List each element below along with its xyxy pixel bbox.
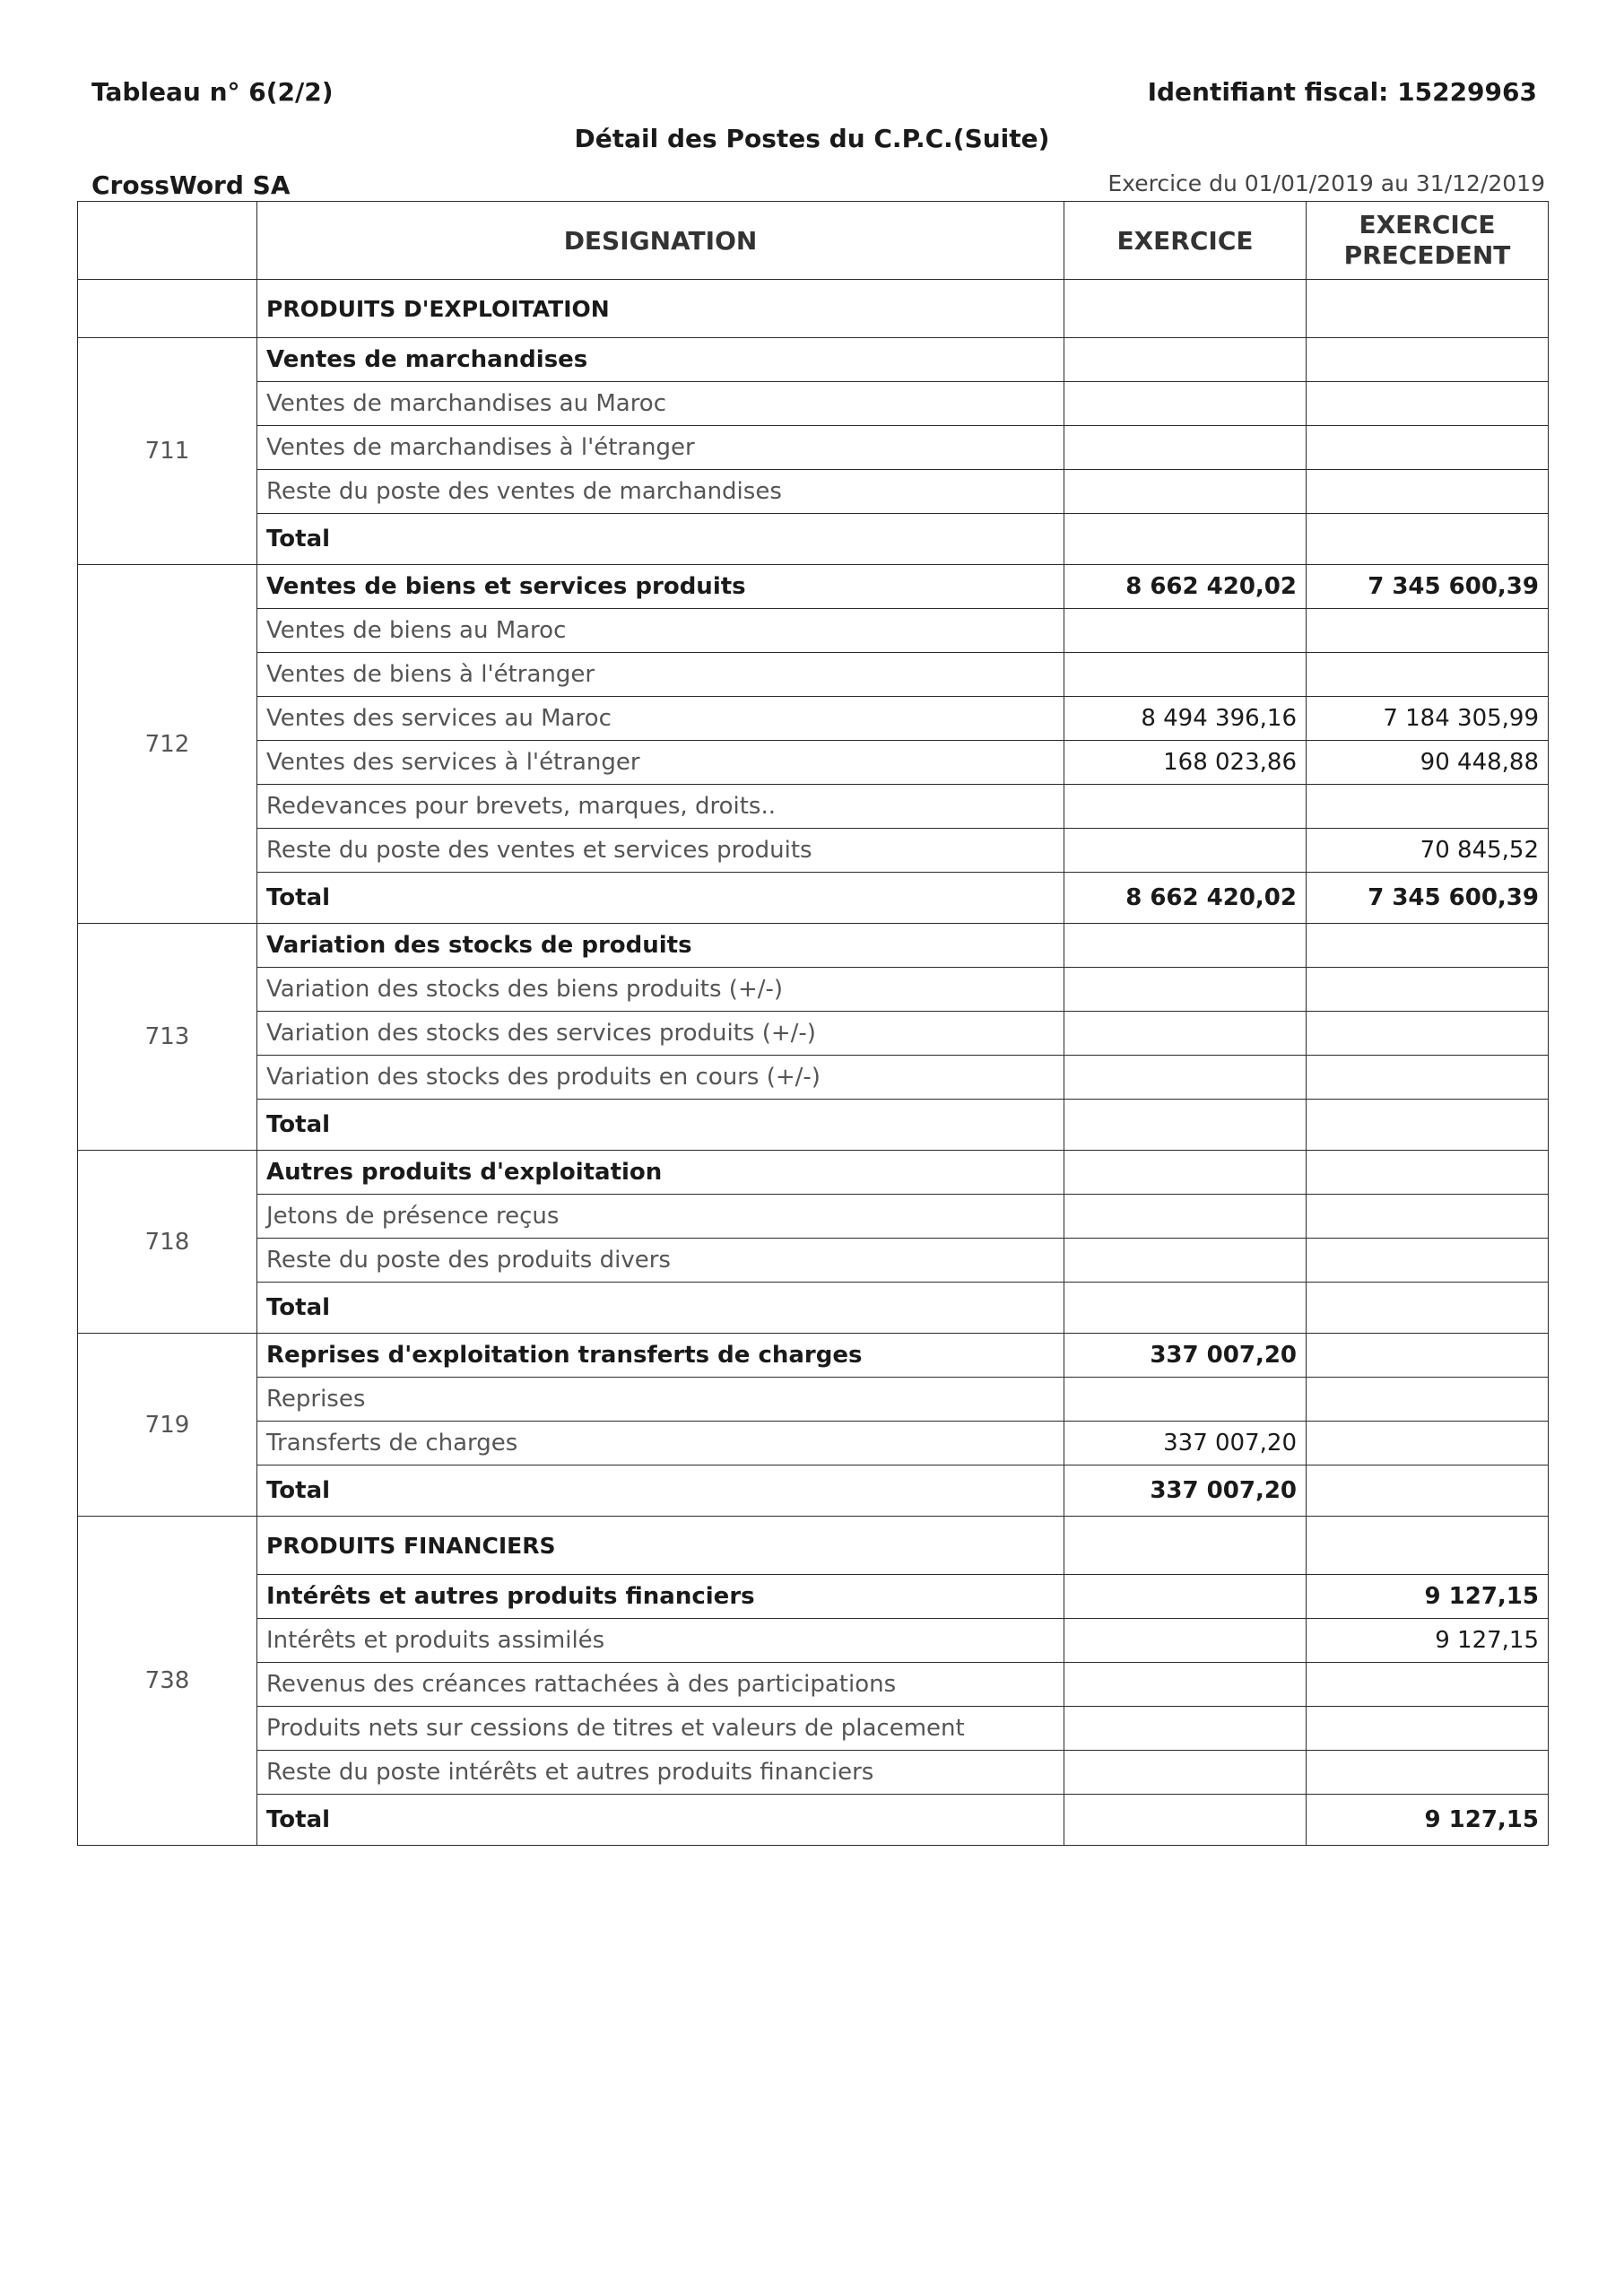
exercice-value <box>1064 1575 1307 1619</box>
precedent-value <box>1307 653 1549 697</box>
table-row <box>78 653 1549 697</box>
precedent-value <box>1307 1663 1549 1707</box>
table-row <box>78 968 1549 1012</box>
precedent-value: 9 127,15 <box>1307 1795 1549 1846</box>
header-exercice-precedent: EXERCICE PRECEDENT <box>1307 202 1549 280</box>
precedent-value <box>1307 470 1549 514</box>
exercice-value: 8 662 420,02 <box>1064 565 1307 609</box>
table-row <box>78 1707 1549 1751</box>
cpc-detail-table <box>77 201 1549 1846</box>
group-row <box>78 1575 1549 1619</box>
precedent-value: 7 345 600,39 <box>1307 565 1549 609</box>
precedent-value <box>1307 1517 1549 1575</box>
table-row <box>78 1195 1549 1239</box>
account-code: 738 <box>78 1517 257 1846</box>
designation-cell: Total <box>257 1283 1064 1334</box>
designation-cell: Intérêts et produits assimilés <box>257 1619 1064 1663</box>
precedent-value <box>1307 1465 1549 1517</box>
table-row <box>78 1378 1549 1422</box>
table-row <box>78 1663 1549 1707</box>
exercice-value: 337 007,20 <box>1064 1334 1307 1378</box>
exercice-value <box>1064 1151 1307 1195</box>
account-code: 712 <box>78 565 257 924</box>
designation-cell: Reste du poste des ventes et services produits <box>257 829 1064 873</box>
table-row <box>78 785 1549 829</box>
exercice-value <box>1064 1795 1307 1846</box>
designation-cell: Autres produits d'exploitation <box>257 1151 1064 1195</box>
exercice-value <box>1064 1283 1307 1334</box>
account-code: 719 <box>78 1334 257 1517</box>
designation-cell: Variation des stocks de produits <box>257 924 1064 968</box>
total-row <box>78 1465 1549 1517</box>
precedent-value: 90 448,88 <box>1307 741 1549 785</box>
table-row <box>78 426 1549 470</box>
table-row <box>78 1422 1549 1465</box>
total-row <box>78 514 1549 565</box>
designation-cell: Total <box>257 1100 1064 1151</box>
exercice-value <box>1064 1517 1307 1575</box>
table-row <box>78 1012 1549 1056</box>
precedent-value <box>1307 1056 1549 1100</box>
precedent-value <box>1307 968 1549 1012</box>
precedent-value <box>1307 1422 1549 1465</box>
designation-cell: Reprises <box>257 1378 1064 1422</box>
account-code: 711 <box>78 338 257 565</box>
precedent-value <box>1307 1151 1549 1195</box>
exercice-value <box>1064 1751 1307 1795</box>
exercice-value: 8 494 396,16 <box>1064 697 1307 741</box>
designation-cell: Ventes de marchandises à l'étranger <box>257 426 1064 470</box>
precedent-value <box>1307 1751 1549 1795</box>
account-code <box>78 280 257 338</box>
exercice-value: 8 662 420,02 <box>1064 873 1307 924</box>
designation-cell: Ventes des services à l'étranger <box>257 741 1064 785</box>
fiscal-id: Identifiant fiscal: 15229963 <box>1147 77 1537 107</box>
precedent-value <box>1307 514 1549 565</box>
precedent-value: 7 345 600,39 <box>1307 873 1549 924</box>
table-number: Tableau n° 6(2/2) <box>91 77 334 107</box>
designation-cell: Intérêts et autres produits financiers <box>257 1575 1064 1619</box>
exercice-value: 168 023,86 <box>1064 741 1307 785</box>
designation-cell: Total <box>257 873 1064 924</box>
exercice-value <box>1064 1100 1307 1151</box>
designation-cell: Variation des stocks des produits en cours (+/-) <box>257 1056 1064 1100</box>
total-row <box>78 1283 1549 1334</box>
precedent-value <box>1307 609 1549 653</box>
precedent-value <box>1307 338 1549 382</box>
precedent-value <box>1307 1707 1549 1751</box>
exercice-value <box>1064 338 1307 382</box>
precedent-value <box>1307 785 1549 829</box>
exercice-value <box>1064 1239 1307 1283</box>
section-row <box>78 280 1549 338</box>
designation-cell: Variation des stocks des services produits (+/-) <box>257 1012 1064 1056</box>
designation-cell: Total <box>257 1465 1064 1517</box>
group-row <box>78 338 1549 382</box>
designation-cell: Ventes de marchandises <box>257 338 1064 382</box>
precedent-value <box>1307 426 1549 470</box>
exercice-value <box>1064 1378 1307 1422</box>
designation-cell: Redevances pour brevets, marques, droits.. <box>257 785 1064 829</box>
exercice-value <box>1064 470 1307 514</box>
header-exercice: EXERCICE <box>1064 202 1307 280</box>
header-code-cell <box>78 202 257 280</box>
group-row <box>78 1334 1549 1378</box>
designation-cell: Total <box>257 514 1064 565</box>
designation-cell: Reprises d'exploitation transferts de charges <box>257 1334 1064 1378</box>
precedent-value: 70 845,52 <box>1307 829 1549 873</box>
designation-cell: Total <box>257 1795 1064 1846</box>
precedent-value <box>1307 1239 1549 1283</box>
designation-cell: Revenus des créances rattachées à des participations <box>257 1663 1064 1707</box>
exercice-value <box>1064 1619 1307 1663</box>
account-code: 713 <box>78 924 257 1151</box>
designation-cell: Ventes des services au Maroc <box>257 697 1064 741</box>
exercice-value <box>1064 653 1307 697</box>
section-row <box>78 1517 1549 1575</box>
exercice-value: 337 007,20 <box>1064 1465 1307 1517</box>
precedent-value <box>1307 1283 1549 1334</box>
designation-cell: PRODUITS D'EXPLOITATION <box>257 280 1064 338</box>
designation-cell: Produits nets sur cessions de titres et valeurs de placement <box>257 1707 1064 1751</box>
exercice-value <box>1064 785 1307 829</box>
header-designation: DESIGNATION <box>257 202 1064 280</box>
precedent-value <box>1307 1100 1549 1151</box>
precedent-value: 7 184 305,99 <box>1307 697 1549 741</box>
table-row <box>78 470 1549 514</box>
table-row <box>78 697 1549 741</box>
precedent-value <box>1307 924 1549 968</box>
exercice-value <box>1064 829 1307 873</box>
total-row <box>78 1100 1549 1151</box>
exercice-value <box>1064 924 1307 968</box>
table-row <box>78 1239 1549 1283</box>
exercice-value <box>1064 609 1307 653</box>
precedent-value <box>1307 1012 1549 1056</box>
precedent-value <box>1307 1195 1549 1239</box>
group-row <box>78 1151 1549 1195</box>
designation-cell: PRODUITS FINANCIERS <box>257 1517 1064 1575</box>
exercice-value <box>1064 280 1307 338</box>
exercice-value <box>1064 514 1307 565</box>
table-row <box>78 1056 1549 1100</box>
precedent-value <box>1307 382 1549 426</box>
table-row <box>78 382 1549 426</box>
designation-cell: Jetons de présence reçus <box>257 1195 1064 1239</box>
designation-cell: Variation des stocks des biens produits (+/-) <box>257 968 1064 1012</box>
table-row <box>78 1619 1549 1663</box>
designation-cell: Reste du poste des produits divers <box>257 1239 1064 1283</box>
exercice-value <box>1064 1056 1307 1100</box>
total-row <box>78 1795 1549 1846</box>
exercice-value <box>1064 1195 1307 1239</box>
total-row <box>78 873 1549 924</box>
designation-cell: Transferts de charges <box>257 1422 1064 1465</box>
exercice-value <box>1064 426 1307 470</box>
designation-cell: Ventes de biens et services produits <box>257 565 1064 609</box>
designation-cell: Ventes de biens à l'étranger <box>257 653 1064 697</box>
precedent-value: 9 127,15 <box>1307 1575 1549 1619</box>
fiscal-period: Exercice du 01/01/2019 au 31/12/2019 <box>1107 170 1545 196</box>
precedent-value <box>1307 1378 1549 1422</box>
table-row <box>78 829 1549 873</box>
table-row <box>78 741 1549 785</box>
precedent-value <box>1307 280 1549 338</box>
group-row <box>78 924 1549 968</box>
exercice-value <box>1064 1707 1307 1751</box>
group-row <box>78 565 1549 609</box>
exercice-value: 337 007,20 <box>1064 1422 1307 1465</box>
precedent-value: 9 127,15 <box>1307 1619 1549 1663</box>
table-header-row <box>78 202 1549 280</box>
table-row <box>78 609 1549 653</box>
designation-cell: Reste du poste intérêts et autres produits financiers <box>257 1751 1064 1795</box>
exercice-value <box>1064 382 1307 426</box>
document-title: Détail des Postes du C.P.C.(Suite) <box>574 124 1050 153</box>
exercice-value <box>1064 1663 1307 1707</box>
account-code: 718 <box>78 1151 257 1334</box>
exercice-value <box>1064 1012 1307 1056</box>
precedent-value <box>1307 1334 1549 1378</box>
table-row <box>78 1751 1549 1795</box>
company-name: CrossWord SA <box>91 170 291 200</box>
exercice-value <box>1064 968 1307 1012</box>
designation-cell: Ventes de marchandises au Maroc <box>257 382 1064 426</box>
designation-cell: Reste du poste des ventes de marchandises <box>257 470 1064 514</box>
designation-cell: Ventes de biens au Maroc <box>257 609 1064 653</box>
